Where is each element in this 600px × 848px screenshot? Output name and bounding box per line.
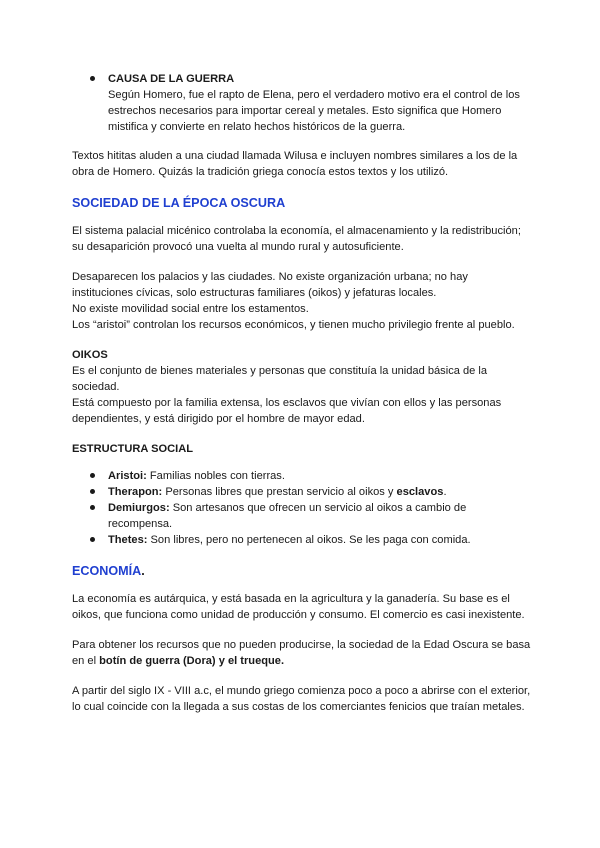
oikos-line-2: Está compuesto por la familia extensa, los esclavos que vivían con ellos y las personas dependientes, y está dirigido por el hombre de mayor edad. xyxy=(72,397,502,425)
textos-hititas-paragraph: Textos hititas aluden a una ciudad llamada Wilusa e incluyen nombres similares a los de la obra de Homero. Quizás la tradición griega conocía estos textos y los utilizó. xyxy=(72,150,518,178)
bullet-icon xyxy=(90,505,95,510)
item-term: Aristoi: xyxy=(108,470,147,482)
item-term: Therapon: xyxy=(108,486,163,498)
economia-paragraph-2 xyxy=(72,637,532,669)
causa-title: CAUSA DE LA GUERRA xyxy=(108,73,235,85)
list-item xyxy=(72,532,532,548)
item-desc: Personas libres que prestan servicio al oikos y xyxy=(162,486,397,498)
list-item xyxy=(72,500,532,532)
causa-text: Según Homero, fue el rapto de Elena, pero el verdadero motivo era el control de los estrechos necesarios para importar cereal y metales. Esto significa que Homero mistifica y convierte en relato hechos históricos de la guerra. xyxy=(108,89,520,133)
bullet-icon xyxy=(90,473,95,478)
sociedad-line-1: Desaparecen los palacios y las ciudades. No existe organización urbana; no hay instituciones cívicas, solo estructuras familiares (oikos) y jefaturas locales. xyxy=(72,271,468,299)
bullet-icon xyxy=(90,537,95,542)
item-desc: Son libres, pero no pertenecen al oikos. Se les paga con comida. xyxy=(147,534,471,546)
item-extra: esclavos xyxy=(396,486,444,498)
document-content xyxy=(72,71,532,715)
item-term: Thetes: xyxy=(108,534,148,546)
item-term: Demiurgos: xyxy=(108,502,170,514)
causa-list xyxy=(72,71,532,135)
estructura-title: ESTRUCTURA SOCIAL xyxy=(72,443,194,455)
economia-heading-text: ECONOMÍA xyxy=(72,564,142,578)
economia-heading xyxy=(72,562,532,580)
economia-p2-text: Para obtener los recursos que no pueden producirse, la sociedad de la Edad Oscura se basa en el xyxy=(72,639,531,667)
economia-p2-bold: botín de guerra (Dora) y el trueque. xyxy=(99,655,285,667)
item-desc: Son artesanos que ofrecen un servicio al oikos a cambio de recompensa. xyxy=(108,502,467,530)
estructura-list xyxy=(72,468,532,548)
bullet-icon xyxy=(90,489,95,494)
oikos-title: OIKOS xyxy=(72,349,108,361)
causa-item xyxy=(72,71,532,135)
economia-paragraph-3: A partir del siglo IX - VIII a.c, el mundo griego comienza poco a poco a abrirse con el exterior, lo cual coincide con la llegada a sus costas de los comerciantes fenicios que traían metales. xyxy=(72,685,531,713)
economia-paragraph-1: La economía es autárquica, y está basada en la agricultura y la ganadería. Su base es el oikos, que funciona como unidad de producción y consumo. El comercio es casi inexistente. xyxy=(72,593,525,621)
bullet-icon xyxy=(90,76,95,81)
sociedad-paragraph-1: El sistema palacial micénico controlaba la economía, el almacenamiento y la redistribución; su desaparición provocó una vuelta al mundo rural y autosuficiente. xyxy=(72,225,521,253)
item-end: . xyxy=(443,486,447,498)
sociedad-line-3: Los “aristoi” controlan los recursos económicos, y tienen mucho privilegio frente al pueblo. xyxy=(72,319,515,331)
economia-heading-dot: . xyxy=(141,564,145,578)
list-item xyxy=(72,484,532,500)
sociedad-line-2: No existe movilidad social entre los estamentos. xyxy=(72,303,309,315)
list-item xyxy=(72,468,532,484)
sociedad-heading: SOCIEDAD DE LA ÉPOCA OSCURA xyxy=(72,196,286,210)
oikos-line-1: Es el conjunto de bienes materiales y personas que constituía la unidad básica de la sociedad. xyxy=(72,365,488,393)
item-desc: Familias nobles con tierras. xyxy=(146,470,285,482)
